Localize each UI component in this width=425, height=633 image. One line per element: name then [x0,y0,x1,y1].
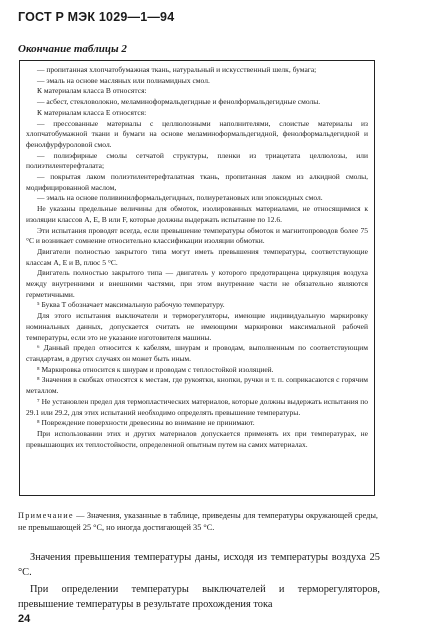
table-line: ⁵ Буква T обозначает максимальную рабочую температуру. [37,300,225,310]
table-line: Двигатель полностью закрытого типа — двигатель у которого предотвращена циркуляция воздуха между внутренними и внешними частями, при этом внутренние части не обязательно являются герметичными. [26,268,368,299]
table-continuation-title: Окончание таблицы 2 [18,43,127,55]
standard-header: ГОСТ Р МЭК 1029—1—94 [18,10,175,24]
table-line: ⁸ Повреждение поверхности древесины во внимание не принимают. [37,418,255,428]
table-line: — пропитанная хлопчатобумажная ткань, натуральный и искусственный шелк, бумага; [37,65,317,74]
body-paragraph: Значения превышения температуры даны, исходя из температуры воздуха 25 °C. [18,552,380,578]
table-line: К материалам класса B относятся: [37,86,147,96]
table-footnotes-box [19,60,375,496]
body-text [18,551,380,615]
table-line: ⁸ Маркировка относится к шнурам и проводам с теплостойкой изоляцией. [37,364,274,374]
table-line: — прессованные материалы с целлюлозными наполнителями, слоистые материалы из хлопчатобумажной ткани и бумаги на основе меламиноформальдегидной, фенолформальдегидной и фенолфурфуроловой смол. [26,118,368,149]
table-line: — эмаль на основе поливинилформальдегидных, полиуретановых или эпоксидных смол. [37,193,323,203]
body-paragraph: При определении температуры выключателей и терморегуляторов, превышение температуры в результате прохождения тока [18,584,380,610]
table-line: ⁸ Значения в скобках относятся к местам, где рукоятки, кнопки, ручки и т. п. соприкасаются с горячим металлом. [26,375,368,396]
table-note [18,510,378,533]
table-line: При использовании этих и других материалов допускается применять их при температурах, не превышающих их теплостойкости, определенной опытным путем на самих материалах. [26,428,368,449]
table-line: — полиэфирные смолы сетчатой структуры, пленки из триацетата целлюлозы, или полиэтилентерефталата; [26,150,368,171]
table-line: ⁶ Данный предел относится к кабелям, шнурам и проводам, выполненным по соответствующим стандартам, в других случаях он может быть иным. [26,343,368,363]
table-footnotes-text [26,65,368,450]
table-line: — асбест, стекловолокно, меламиноформальдегидные и фенолформальдегидные смолы. [37,97,321,107]
table-line: Двигатели полностью закрытого типа могут иметь превышения температуры, соответствующие классам A, E и B, плюс 5 °C. [26,246,368,267]
table-line: — эмаль на основе масляных или полиамидных смол. [37,75,210,85]
table-line: Для этого испытания выключатели и терморегуляторы, имеющие индивидуальную маркировку номинальных данных, допускается считать не имеющими маркировки максимальной рабочей температуры, если это не указание изготовителя машины. [26,311,368,342]
note-label: Примечание [18,511,74,520]
table-line: ⁷ Не установлен предел для термопластических материалов, которые должны выдержать испытания по 29.1 или 29.2, для этих испытаний необходимо определять превышение температуры. [26,396,368,417]
table-line: Эти испытания проводят всегда, если превышение температуры обмоток и магнитопроводов более 75 °C и возникает сомнение относительно классификации изоляции обмотки. [26,225,368,246]
table-line: К материалам класса E относятся: [37,107,147,117]
page-number: 24 [18,613,31,625]
table-line: — покрытая лаком полиэтилентерефталатная ткань, пропитанная лаком из алкидной смолы, модифицированной маслом, [26,172,368,192]
note-text: — Значения, указанные в таблице, приведены для температуры окружающей среды, не превышающей 25 °C, но иногда достигающей 35 °C. [18,511,378,532]
table-line: Не указаны предельные величины для обмоток, изолированных материалами, не относящимися к изоляции классов A, E, B или F, которые должны выдержать испытание по 12.6. [26,204,368,224]
